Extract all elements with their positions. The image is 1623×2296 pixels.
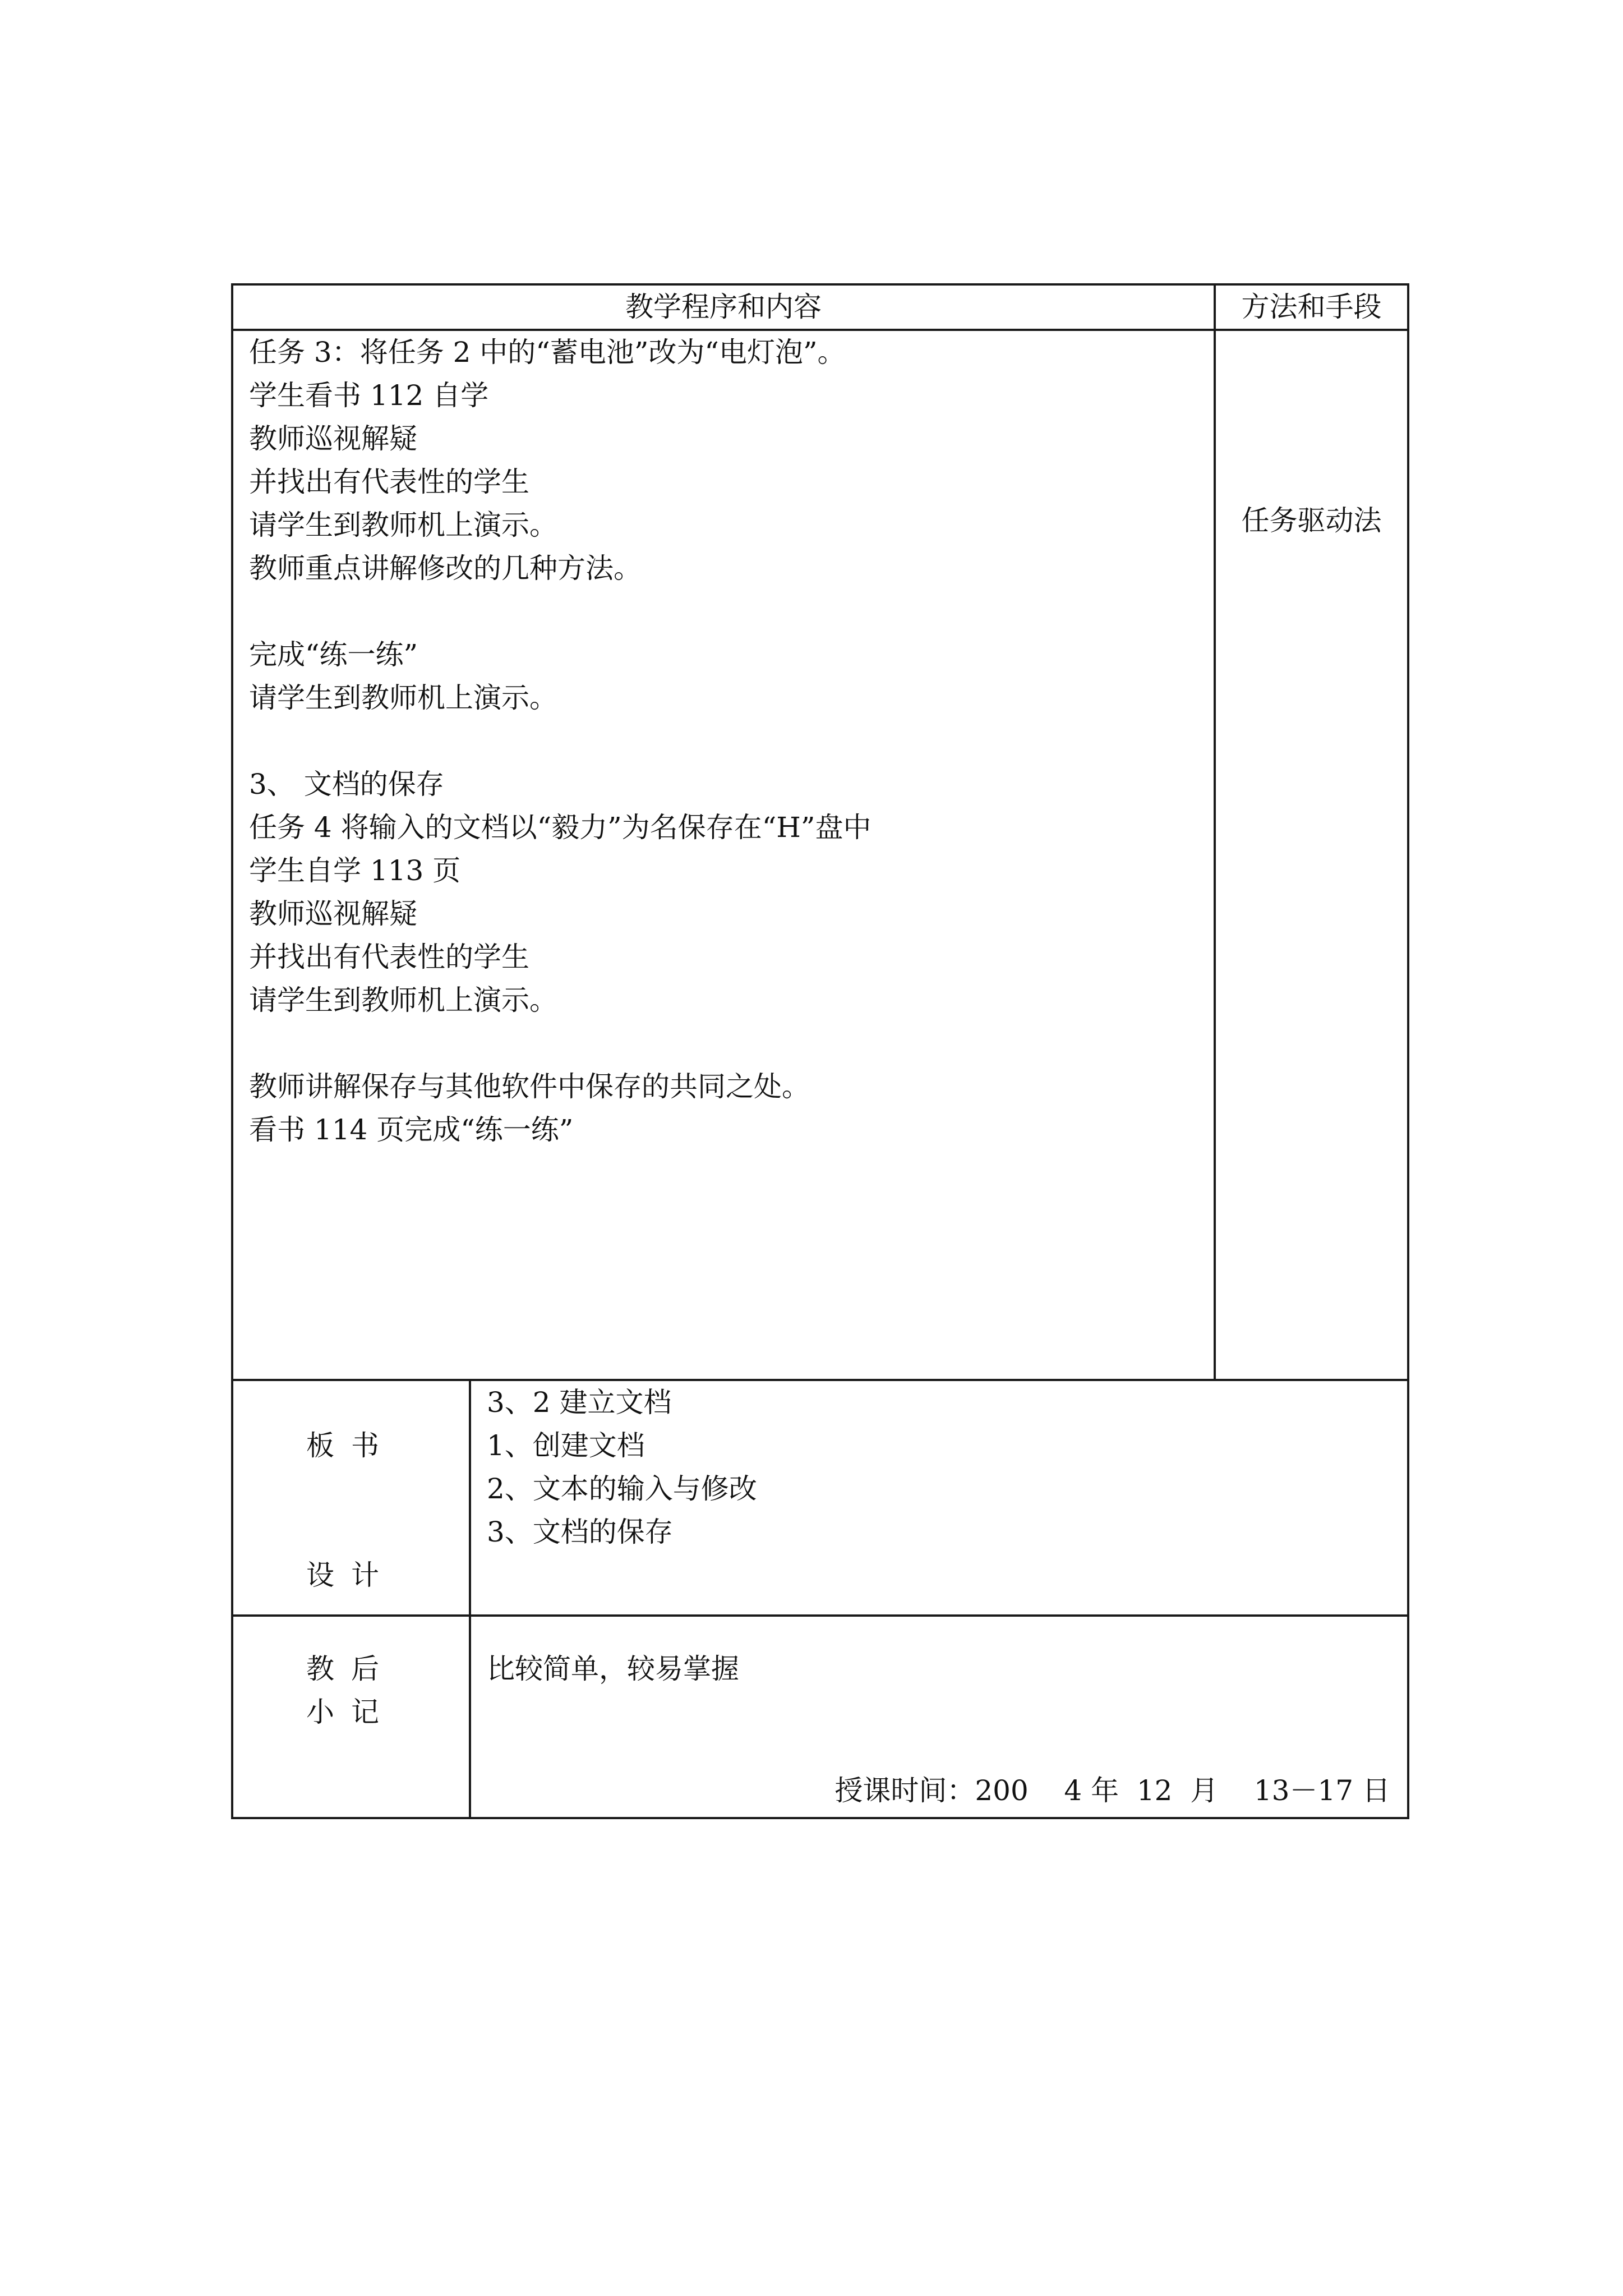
content-row xyxy=(232,330,1408,1380)
board-line: 2、文本的输入与修改 xyxy=(487,1473,757,1505)
content-line xyxy=(249,590,1214,633)
board-design-row xyxy=(232,1380,1408,1616)
content-line: 学生自学 113 页 xyxy=(249,854,461,887)
after-class-row xyxy=(232,1616,1408,1818)
board-design-content xyxy=(470,1380,1408,1616)
content-line: 教师巡视解疑 xyxy=(249,422,417,455)
board-line: 3、文档的保存 xyxy=(487,1516,673,1548)
lesson-plan-sheet xyxy=(231,283,1407,1807)
content-line xyxy=(249,1022,1214,1065)
method-cell: 任务驱动法 xyxy=(1215,330,1408,1380)
method-title: 方法和手段 xyxy=(1215,284,1408,330)
content-line: 任务 3：将任务 2 中的“蓄电池”改为“电灯泡”。 xyxy=(249,336,846,369)
content-line: 看书 114 页完成“练一练” xyxy=(249,1114,574,1146)
board-design-label xyxy=(232,1380,470,1616)
board-line: 3、2 建立文档 xyxy=(487,1386,672,1419)
content-line: 并找出有代表性的学生 xyxy=(249,466,529,498)
content-line: 请学生到教师机上演示。 xyxy=(249,682,557,714)
after-label-bottom: 小记 xyxy=(306,1696,396,1728)
content-line: 请学生到教师机上演示。 xyxy=(249,509,557,541)
content-title: 教学程序和内容 xyxy=(232,284,1215,330)
content-line: 学生看书 112 自学 xyxy=(249,379,489,412)
board-label-top: 板书 xyxy=(306,1429,396,1462)
after-class-label xyxy=(232,1616,470,1818)
content-line: 3、 文档的保存 xyxy=(249,768,444,800)
content-line: 并找出有代表性的学生 xyxy=(249,941,529,973)
content-cell xyxy=(232,330,1215,1380)
content-line: 教师重点讲解修改的几种方法。 xyxy=(249,552,642,585)
board-line: 1、创建文档 xyxy=(487,1429,645,1462)
lesson-plan-table xyxy=(231,283,1409,1819)
content-line: 教师讲解保存与其他软件中保存的共同之处。 xyxy=(249,1070,810,1103)
content-line: 完成“练一练” xyxy=(249,638,418,671)
lesson-date: 授课时间：200 4 年 12 月 13－17 日 xyxy=(834,1774,1390,1807)
content-line xyxy=(249,720,1214,763)
content-line: 教师巡视解疑 xyxy=(249,898,417,930)
board-label-bottom: 设计 xyxy=(306,1559,396,1591)
content-line: 任务 4 将输入的文档以“毅力”为名保存在“H”盘中 xyxy=(249,811,872,844)
after-class-content xyxy=(470,1616,1408,1818)
after-label-top: 教后 xyxy=(306,1653,396,1685)
after-class-summary: 比较简单，较易掌握 xyxy=(487,1653,739,1685)
header-row xyxy=(232,284,1408,330)
content-line: 请学生到教师机上演示。 xyxy=(249,984,557,1016)
